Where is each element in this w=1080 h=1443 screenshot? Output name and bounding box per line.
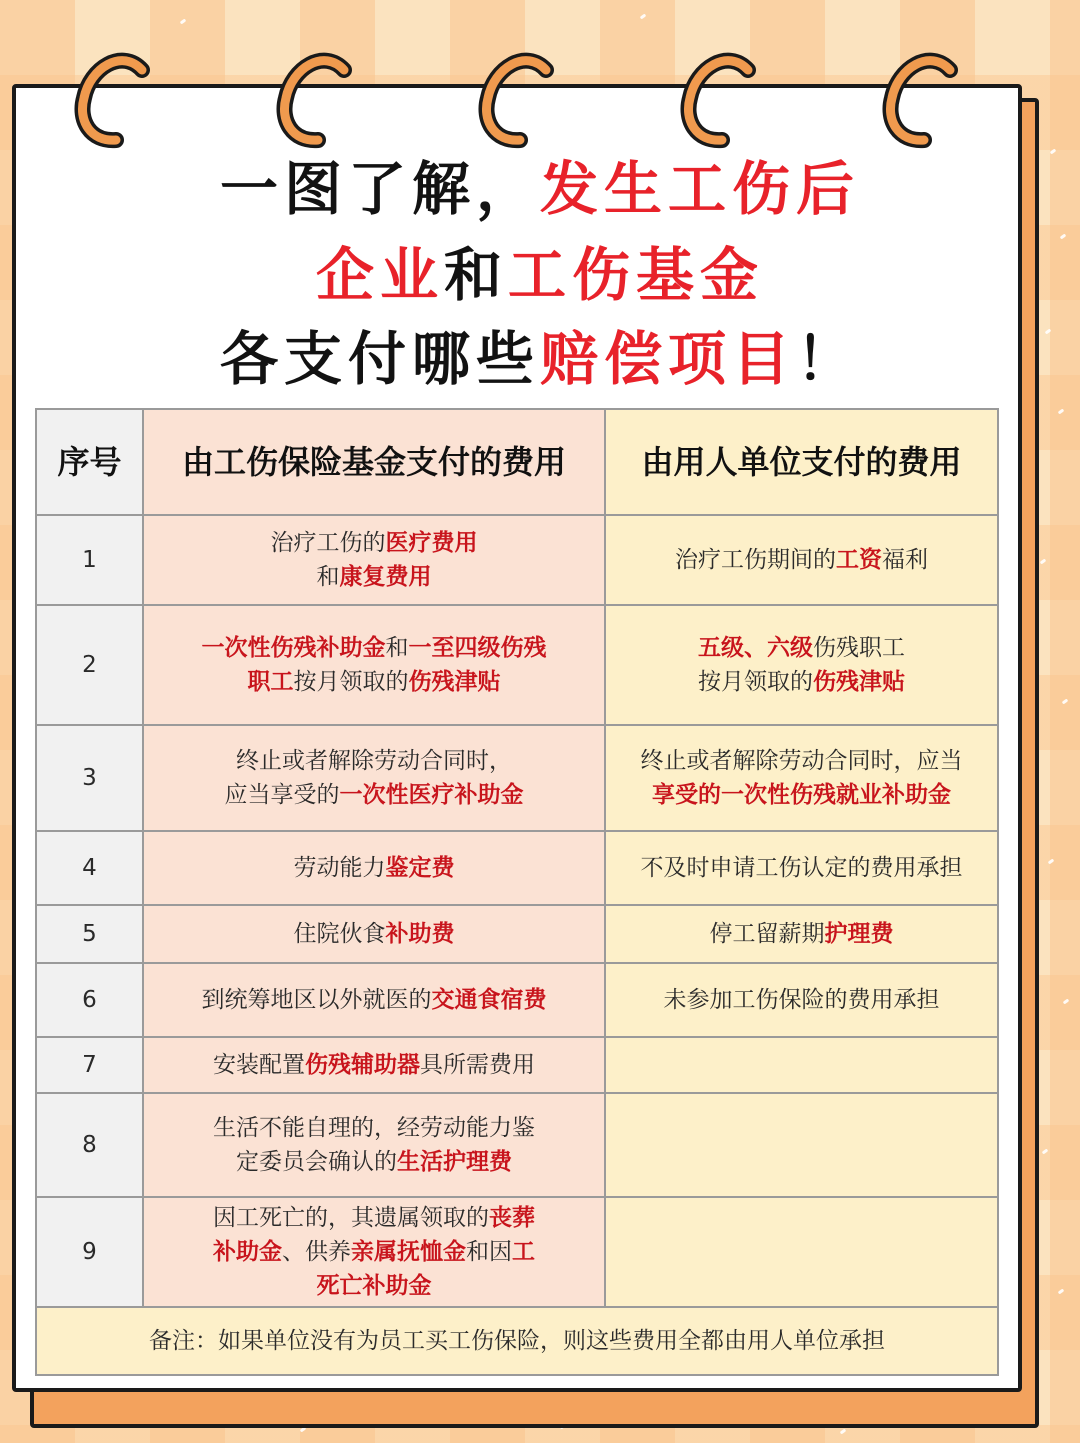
- employer-cell: [605, 515, 998, 605]
- highlighted-term: 伤残津贴: [813, 669, 905, 695]
- title-highlight: 企业: [315, 241, 444, 309]
- employer-cell: [605, 963, 998, 1037]
- fund-cell: [143, 963, 605, 1037]
- row-index: 6: [36, 963, 143, 1037]
- title-text: 各支付哪些: [219, 325, 540, 393]
- highlighted-term: 死亡补助金: [316, 1273, 432, 1299]
- cell-line: [154, 665, 594, 699]
- title-text: ！: [796, 325, 861, 393]
- cell-line: [154, 1145, 594, 1179]
- table-row: [36, 725, 998, 831]
- cell-text: 按月领取的: [293, 669, 409, 695]
- fund-cell: [143, 1037, 605, 1093]
- table-row: [36, 905, 998, 963]
- fund-cell: [143, 605, 605, 725]
- cell-line: [154, 983, 594, 1017]
- cell-text: 住院伙食: [293, 921, 386, 947]
- cell-line: [154, 1201, 594, 1235]
- binder-ring-icon: [676, 40, 762, 150]
- cell-text: 停工留薪期: [709, 921, 825, 947]
- row-index: 8: [36, 1093, 143, 1197]
- employer-cell: [605, 831, 998, 905]
- cell-text: 生活不能自理的，经劳动能力鉴: [213, 1115, 535, 1141]
- cell-line: [154, 778, 594, 812]
- header-index: 序号: [36, 409, 143, 515]
- highlighted-term: 补助费: [385, 921, 455, 947]
- cell-line: [616, 983, 987, 1017]
- title-highlight: 赔偿项目: [539, 325, 796, 393]
- cell-text: 应当享受的: [224, 782, 340, 808]
- cell-text: 福利: [882, 547, 928, 573]
- note-row: [36, 1307, 998, 1375]
- cell-line: [154, 1111, 594, 1145]
- row-index: 3: [36, 725, 143, 831]
- compensation-table: [35, 408, 999, 1376]
- table-row: [36, 1197, 998, 1307]
- fund-cell: [143, 725, 605, 831]
- highlighted-term: 一次性伤残补助金: [201, 635, 386, 661]
- cell-text: 和: [385, 635, 409, 661]
- table-row: [36, 605, 998, 725]
- highlighted-term: 生活护理费: [397, 1149, 512, 1175]
- cell-line: [154, 631, 594, 665]
- header-fund: 由工伤保险基金支付的费用: [143, 409, 605, 515]
- cell-line: [154, 1235, 594, 1269]
- cell-text: 劳动能力: [293, 855, 386, 881]
- cell-text: 按月领取的: [698, 669, 813, 695]
- row-index: 2: [36, 605, 143, 725]
- binder-ring-icon: [474, 40, 560, 150]
- fund-cell: [143, 515, 605, 605]
- row-index: 1: [36, 515, 143, 605]
- employer-cell: [605, 905, 998, 963]
- table-row: [36, 515, 998, 605]
- cell-text: 定委员会确认的: [236, 1149, 397, 1175]
- table-row: [36, 1093, 998, 1197]
- cell-line: [154, 917, 594, 951]
- cell-text: 、供养: [282, 1239, 351, 1265]
- table-header-row: [36, 409, 998, 515]
- highlighted-term: 丧葬: [489, 1205, 535, 1231]
- cell-line: [154, 1048, 594, 1082]
- title-line-3: [0, 325, 1080, 393]
- fund-cell: [143, 831, 605, 905]
- highlighted-term: 医疗费用: [385, 530, 478, 556]
- highlighted-term: 工资: [836, 547, 882, 573]
- cell-line: [616, 778, 987, 812]
- cell-line: [154, 851, 594, 885]
- cell-text: 到统筹地区以外就医的: [201, 987, 432, 1013]
- employer-cell: [605, 1197, 998, 1307]
- highlighted-term: 交通食宿费: [431, 987, 547, 1013]
- header-employer: 由用人单位支付的费用: [605, 409, 998, 515]
- cell-text: 不及时申请工伤认定的费用承担: [640, 855, 963, 881]
- employer-cell: [605, 725, 998, 831]
- title-highlight: 发生工伤后: [540, 155, 861, 223]
- employer-cell: [605, 1037, 998, 1093]
- title-text: 和: [443, 241, 508, 309]
- employer-cell: [605, 605, 998, 725]
- cell-line: [616, 543, 987, 577]
- row-index: 4: [36, 831, 143, 905]
- highlighted-term: 工: [512, 1239, 535, 1265]
- cell-text: 终止或者解除劳动合同时，应当: [640, 748, 963, 774]
- highlighted-term: 五级、六级: [698, 635, 813, 661]
- title-line-1: [0, 155, 1080, 223]
- fund-cell: [143, 1197, 605, 1307]
- cell-text: 具所需费用: [420, 1052, 535, 1078]
- cell-text: 治疗工伤期间的: [675, 547, 836, 573]
- highlighted-term: 亲属抚恤金: [351, 1239, 466, 1265]
- cell-text: 安装配置: [213, 1052, 305, 1078]
- row-index: 7: [36, 1037, 143, 1093]
- title-text: 一图了解，: [219, 155, 540, 223]
- note-text: 备注：如果单位没有为员工买工伤保险，则这些费用全都由用人单位承担: [36, 1307, 998, 1375]
- highlighted-term: 享受的一次性伤残就业补助金: [652, 782, 951, 808]
- cell-line: [154, 744, 594, 778]
- fund-cell: [143, 1093, 605, 1197]
- cell-text: 治疗工伤的: [270, 530, 386, 556]
- cell-text: 因工死亡的，其遗属领取的: [213, 1205, 489, 1231]
- highlighted-term: 伤残津贴: [408, 669, 501, 695]
- cell-text: 和因: [466, 1239, 512, 1265]
- cell-line: [154, 1269, 594, 1303]
- binder-ring-icon: [272, 40, 358, 150]
- fund-cell: [143, 905, 605, 963]
- highlighted-term: 一次性医疗补助金: [339, 782, 524, 808]
- cell-line: [154, 526, 594, 560]
- cell-line: [616, 665, 987, 699]
- table-row: [36, 1037, 998, 1093]
- cell-line: [616, 851, 987, 885]
- cell-line: [154, 560, 594, 594]
- cell-line: [616, 631, 987, 665]
- row-index: 9: [36, 1197, 143, 1307]
- employer-cell: [605, 1093, 998, 1197]
- highlighted-term: 伤残辅助器: [305, 1052, 420, 1078]
- highlighted-term: 康复费用: [339, 564, 432, 590]
- row-index: 5: [36, 905, 143, 963]
- highlighted-term: 鉴定费: [385, 855, 455, 881]
- table-row: [36, 831, 998, 905]
- highlighted-term: 护理费: [824, 921, 894, 947]
- cell-text: 伤残职工: [813, 635, 905, 661]
- table-row: [36, 963, 998, 1037]
- highlighted-term: 职工: [247, 669, 294, 695]
- cell-text: 未参加工伤保险的费用承担: [663, 987, 940, 1013]
- title-highlight: 工伤基金: [508, 241, 765, 309]
- binder-ring-icon: [70, 40, 156, 150]
- title-line-2: [0, 241, 1080, 309]
- highlighted-term: 一至四级伤残: [408, 635, 547, 661]
- cell-text: 终止或者解除劳动合同时，: [236, 748, 512, 774]
- cell-text: 和: [316, 564, 340, 590]
- highlighted-term: 补助金: [213, 1239, 282, 1265]
- cell-line: [616, 744, 987, 778]
- binder-ring-icon: [878, 40, 964, 150]
- cell-line: [616, 917, 987, 951]
